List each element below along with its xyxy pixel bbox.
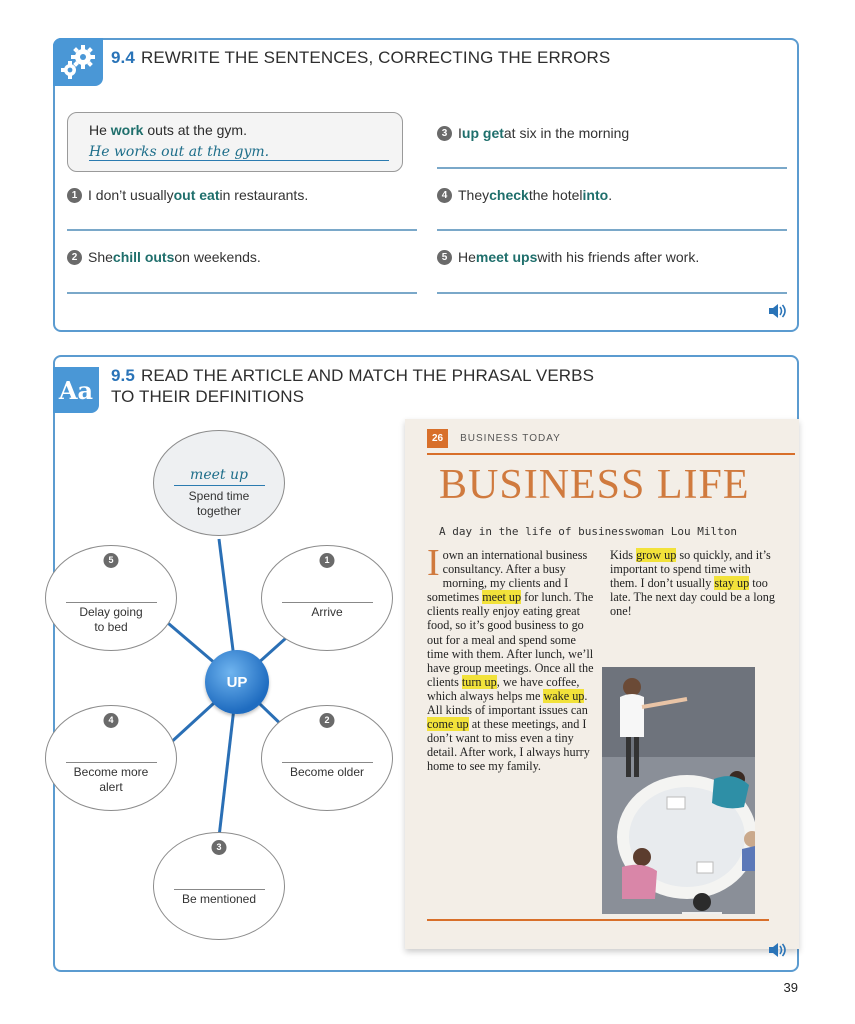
article-text: for lunch. The clients really enjoy eating great food, so it’s good business to go out for a meal and spend some time with them. After lunch, we’ll have group meetings. Once all the clients [427, 590, 594, 689]
sentence-1: 1 I don’t usually out eat in restaurants. [67, 187, 308, 203]
article-text: at these meetings, and I don’t want to miss even a tiny detail. After work, I always hurry home to see my family. [427, 717, 590, 774]
bubble-answer-line[interactable] [282, 762, 373, 763]
gears-icon [53, 38, 103, 86]
answer-line-5[interactable] [437, 292, 787, 294]
up-hub: UP [205, 650, 269, 714]
highlighted-phrasal-verb: stay up [714, 576, 750, 591]
answer-line-4[interactable] [437, 229, 787, 231]
article-headline: BUSINESS LIFE [439, 462, 750, 508]
article-column-1 [427, 542, 597, 774]
page-number: 39 [783, 980, 798, 995]
example-bubble: meet up Spend time together [153, 430, 285, 536]
bubble-1: 1 Arrive [261, 545, 393, 651]
highlighted-phrasal-verb: grow up [636, 548, 677, 562]
example-question: He work outs at the gym. [89, 122, 247, 138]
answer-line-1[interactable] [67, 229, 417, 231]
bubble-answer-line[interactable] [66, 762, 157, 763]
magazine-article [405, 419, 799, 949]
bubble-answer-line[interactable] [174, 889, 265, 890]
answer-line-2[interactable] [67, 292, 417, 294]
highlighted-phrasal-verb: wake up [543, 688, 585, 703]
office-meeting-photo [602, 667, 755, 914]
sentence-5: 5 He meet ups with his friends after work. [437, 249, 699, 265]
article-text: . All kinds of important issues can [427, 688, 588, 718]
exercise-title-2: 9.5 READ THE ARTICLE AND MATCH THE PHRASAL VERBS TO THEIR DEFINITIONS [111, 366, 595, 406]
footer-rule [427, 919, 769, 921]
article-text: so quickly, and it’s important to spend time with them. I don’t usually [610, 548, 771, 591]
example-sentence-box [67, 112, 403, 172]
article-subhead: A day in the life of businesswoman Lou Milton [439, 525, 738, 538]
article-text: own an international business consultancy. After a busy morning, my clients and I sometimes [427, 548, 588, 605]
audio-speaker-icon[interactable] [767, 941, 787, 964]
sentence-2: 2 She chill outs on weekends. [67, 249, 261, 265]
bubble-answer-line[interactable] [66, 602, 157, 603]
bubble-5: 5 Delay going to bed [45, 545, 177, 651]
bubble-3: 3 Be mentioned [153, 832, 285, 940]
exercise-9-4-panel [53, 38, 799, 332]
exercise-title: 9.4 REWRITE THE SENTENCES, CORRECTING THE ERRORS [111, 48, 611, 67]
exercise-9-5-panel [53, 355, 799, 972]
highlighted-phrasal-verb: meet up [482, 590, 522, 605]
drop-cap: I [427, 542, 440, 584]
audio-speaker-icon[interactable] [767, 302, 787, 325]
answer-line-3[interactable] [437, 167, 787, 169]
sentence-3: 3 I up get at six in the morning [437, 125, 629, 141]
article-text: too late. The next day could be a long one! [610, 576, 775, 619]
sentence-4: 4 They check the hotel into . [437, 187, 612, 203]
article-text: Kids [610, 548, 637, 562]
header-rule [427, 453, 795, 455]
highlighted-phrasal-verb: turn up [461, 674, 497, 689]
bubble-answer-line[interactable] [282, 602, 373, 603]
example-answer: He works out at the gym. [89, 144, 389, 161]
aa-badge: Aa [53, 367, 99, 413]
bubble-2: 2 Become older [261, 705, 393, 811]
bubble-4: 4 Become more alert [45, 705, 177, 811]
magazine-header: 26 BUSINESS TODAY [427, 429, 561, 448]
article-column-2 [610, 548, 776, 618]
highlighted-phrasal-verb: come up [427, 717, 469, 732]
article-text: , we have coffee, which always helps me [427, 674, 580, 703]
